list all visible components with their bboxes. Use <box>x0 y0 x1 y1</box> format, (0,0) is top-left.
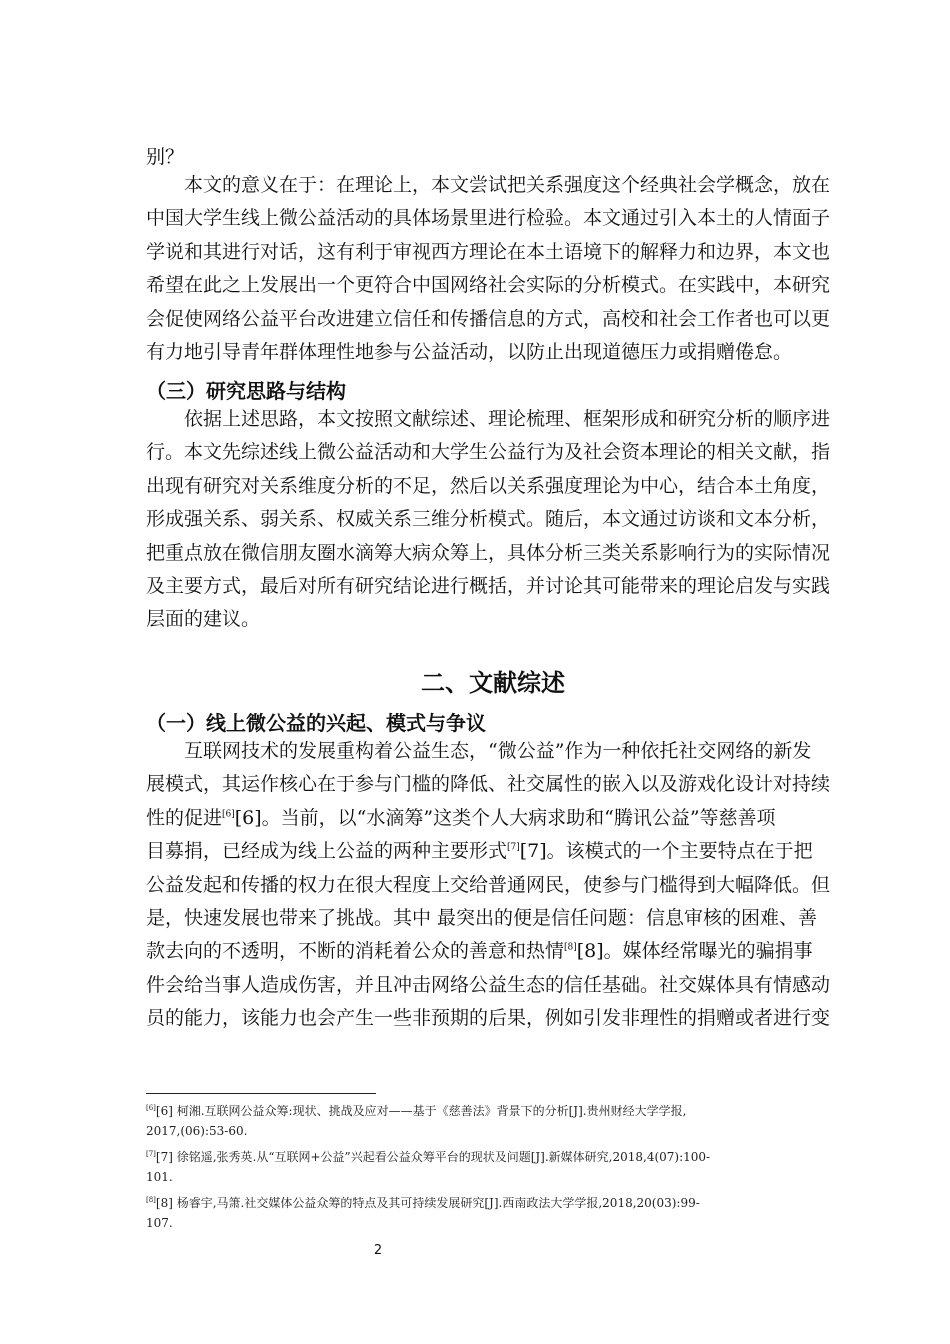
text-line: 层面的建议。 <box>146 608 261 631</box>
text-segment: [8]。媒体经常曝光的骗捐事 <box>576 940 813 963</box>
section-heading-3: （三）研究思路与结构 <box>146 379 346 403</box>
footnote-sup: [8] <box>146 1196 156 1204</box>
text-line: 有力地引导青年群体理性地参与公益活动，以防止出现道德压力或捐赠倦怠。 <box>146 341 793 364</box>
text-segment: [7]。该模式的一个主要特点在于把 <box>519 840 813 863</box>
text-line: 及主要方式，最后对所有研究结论进行概括，并讨论其可能带来的理论启发与实践 <box>146 575 831 598</box>
footnote <box>146 1147 840 1187</box>
text-line: 本文的意义在于：在理论上，本文尝试把关系强度这个经典社会学概念，放在 <box>184 174 831 196</box>
text-line <box>146 935 840 968</box>
text-line: 公益发起和传播的权力在很大程度上交给普通网民，使参与门槛得到大幅降低。但 <box>146 873 831 896</box>
text-line: 中国大学生线上微公益活动的具体场景里进行检验。本文通过引入本土的人情面子 <box>146 207 831 230</box>
footnote <box>146 1193 840 1233</box>
section-heading-1: （一）线上微公益的兴起、模式与争议 <box>146 711 486 735</box>
chapter-title: 二、文献综述 <box>421 669 565 697</box>
footnote-marker[interactable]: [7] <box>507 842 520 853</box>
text-line: 希望在此之上发展出一个更符合中国网络社会实际的分析模式。在实践中，本研究 <box>146 274 831 297</box>
footnote-line: 2017,(06):53-60. <box>146 1124 248 1138</box>
text-line: 会促使网络公益平台改进建立信任和传播信息的方式，高校和社会工作者也可以更 <box>146 307 831 330</box>
text-line: 依据上述思路，本文按照文献综述、理论梳理、框架形成和研究分析的顺序进 <box>184 408 831 430</box>
text-line: 行。本文先综述线上微公益活动和大学生公益行为及社会资本理论的相关文献，指 <box>146 441 831 464</box>
text-segment: [6]。当前，以“水滴筹”这类个人大病求助和“腾讯公益”等慈善项 <box>234 806 776 829</box>
text-line: 出现有研究对关系维度分析的不足，然后以关系强度理论为中心，结合本土角度， <box>146 474 831 497</box>
page-number: 2 <box>373 1243 383 1258</box>
text-line: 互联网技术的发展重构着公益生态，“微公益”作为一种依托社交网络的新发 <box>184 740 812 762</box>
micro-charity-paragraph <box>146 735 840 1036</box>
significance-paragraph <box>146 169 840 369</box>
text-line <box>146 835 840 868</box>
text-line: 学说和其进行对话，这有利于审视西方理论在本土语境下的解释力和边界，本文也 <box>146 240 831 263</box>
text-segment: 目募捐，已经成为线上公益的两种主要形式 <box>146 840 508 863</box>
text-line: 把重点放在微信朋友圈水滴筹大病众筹上，具体分析三类关系影响行为的实际情况 <box>146 541 831 564</box>
footnote-marker[interactable]: [8] <box>564 943 577 954</box>
footnote-line <box>146 1193 840 1213</box>
text-line: 展模式，其运作核心在于参与门槛的降低、社交属性的嵌入以及游戏化设计对持续 <box>146 773 831 796</box>
footnote-sup: [7] <box>146 1150 156 1158</box>
footnote-text: [8] 杨睿宇,马箫.社交媒体公益众筹的特点及其可持续发展研究[J].西南政法大学学报,2018,20(03):99- <box>155 1196 700 1210</box>
text-segment: 款去向的不透明，不断的消耗着公众的善意和热情 <box>146 940 565 963</box>
text-line: 件会给当事人造成伤害，并且冲击网络公益生态的信任基础。社交媒体具有情感动 <box>146 973 831 996</box>
footnote-separator <box>146 1093 376 1094</box>
footnote-line: 101. <box>146 1170 173 1184</box>
text-line <box>146 802 840 835</box>
footnote-sup: [6] <box>146 1104 156 1112</box>
footnote-line <box>146 1101 840 1121</box>
text-line: 员的能力，该能力也会产生一些非预期的后果，例如引发非理性的捐赠或者进行变 <box>146 1007 831 1030</box>
footnote-text: [6] 柯湘.互联网公益众筹:现状、挑战及应对——基于《慈善法》背景下的分析[J].贵州财经大学学报, <box>155 1104 687 1118</box>
footnote-line <box>146 1147 840 1167</box>
text-segment: 性的促进 <box>146 806 223 829</box>
text-line: 形成强关系、弱关系、权威关系三维分析模式。随后，本文通过访谈和文本分析， <box>146 508 831 531</box>
footnote <box>146 1101 840 1141</box>
footnote-line: 107. <box>146 1216 173 1230</box>
text-line: 是，快速发展也带来了挑战。其中 最突出的便是信任问题：信息审核的困难、善 <box>146 907 818 930</box>
footnote-marker[interactable]: [6] <box>222 809 235 820</box>
structure-paragraph <box>146 403 840 637</box>
text-line: 别？ <box>146 146 185 168</box>
footnote-text: [7] 徐铭遥,张秀英.从“互联网+公益”兴起看公益众筹平台的现状及问题[J].新媒体研究,2018,4(07):100- <box>155 1150 711 1164</box>
